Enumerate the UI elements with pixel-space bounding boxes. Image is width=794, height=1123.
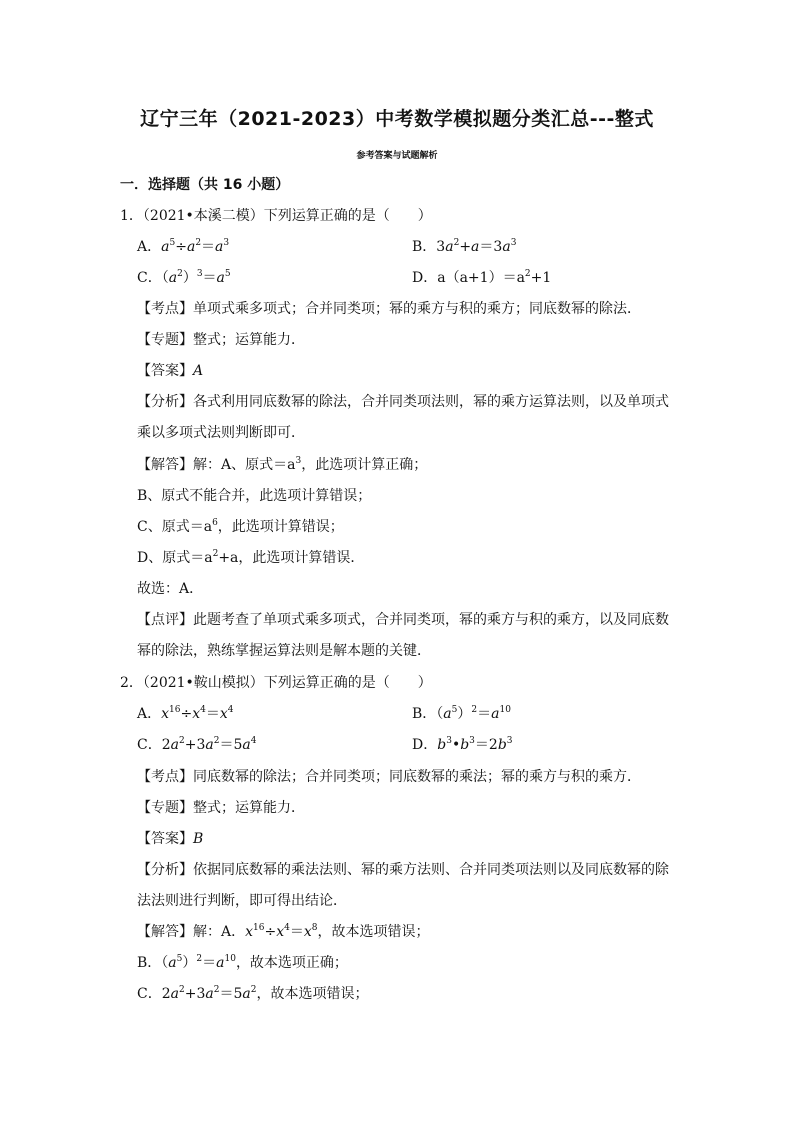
- q2-kaodian: 【考点】同底数幂的除法；合并同类项；同底数幂的乘法；幂的乘方与积的乘方．: [137, 769, 641, 785]
- q1-kaodian: 【考点】单项式乘多项式；合并同类项；幂的乘方与积的乘方；同底数幂的除法．: [137, 301, 641, 317]
- section-heading: 一．选择题（共 16 小题）: [120, 177, 290, 193]
- q2-jieda-line-2: B．$(a^5)^2=a^{10}$，故本选项正确；: [137, 954, 348, 971]
- q1-dianping-line-2: 幂的除法，熟练掌握运算法则是解本题的关键．: [137, 643, 431, 659]
- q2-jieda-line-3: C．$2a^2+3a^2=5a^2$，故本选项错误；: [137, 985, 369, 1002]
- page-subtitle: 参考答案与试题解析: [356, 151, 438, 161]
- q1-zhuanti: 【专题】整式；运算能力．: [137, 332, 305, 348]
- q2-option-b: B．$(a^5)^2=a^{10}$: [412, 705, 511, 722]
- q2-option-d: D．$b^3•b^3=2b^3$: [412, 736, 513, 753]
- q1-dianping-line-1: 【点评】此题考查了单项式乘多项式，合并同类项，幂的乘方与积的乘方，以及同底数: [137, 612, 669, 628]
- q1-guxuan: 故选：A．: [137, 581, 204, 597]
- q2-option-c: C．$2a^2+3a^2=5a^4$: [137, 736, 257, 753]
- q1-fenxi-line-2: 乘以多项式法则判断即可．: [137, 425, 305, 441]
- q1-jieda-line-1: 【解答】解：A、原式$=a^3$，此选项计算正确；: [137, 456, 428, 473]
- q1-answer: 【答案】A: [137, 363, 204, 379]
- q1-option-a: A．$a^5\div a^2=a^3$: [137, 238, 230, 255]
- q2-option-a: A．$x^{16}\div x^4=x^4$: [137, 705, 234, 722]
- q1-jieda-line-3: C、原式$=a^6$，此选项计算错误；: [137, 518, 344, 535]
- q2-zhuanti: 【专题】整式；运算能力．: [137, 800, 305, 816]
- q2-fenxi-line-1: 【分析】依据同底数幂的乘法法则、幂的乘方法则、合并同类项法则以及同底数幂的除: [137, 862, 669, 878]
- question-2-stem: 2．（2021•鞍山模拟）下列运算正确的是（ ）: [120, 675, 432, 691]
- q1-jieda-line-2: B、原式不能合并，此选项计算错误；: [137, 488, 372, 504]
- q2-jieda-line-1: 【解答】解：A．$x^{16}\div x^4=x^8$，故本选项错误；: [137, 923, 430, 940]
- q1-option-d: D．$a(a+1)=a^2+1$: [412, 269, 552, 286]
- q1-option-b: B．$3a^2+a=3a^3$: [412, 238, 517, 255]
- question-1-stem: 1．（2021•本溪二模）下列运算正确的是（ ）: [120, 208, 432, 224]
- q1-option-c: C．$(a^2)^3=a^5$: [137, 269, 231, 286]
- q2-answer: 【答案】B: [137, 831, 204, 847]
- q2-fenxi-line-2: 法法则进行判断，即可得出结论．: [137, 893, 347, 909]
- page-title: 辽宁三年（2021-2023）中考数学模拟题分类汇总---整式: [140, 108, 654, 130]
- q1-fenxi-line-1: 【分析】各式利用同底数幂的除法，合并同类项法则，幂的乘方运算法则，以及单项式: [137, 394, 669, 410]
- q1-jieda-line-4: D、原式$=a^2+a$，此选项计算错误．: [137, 549, 365, 566]
